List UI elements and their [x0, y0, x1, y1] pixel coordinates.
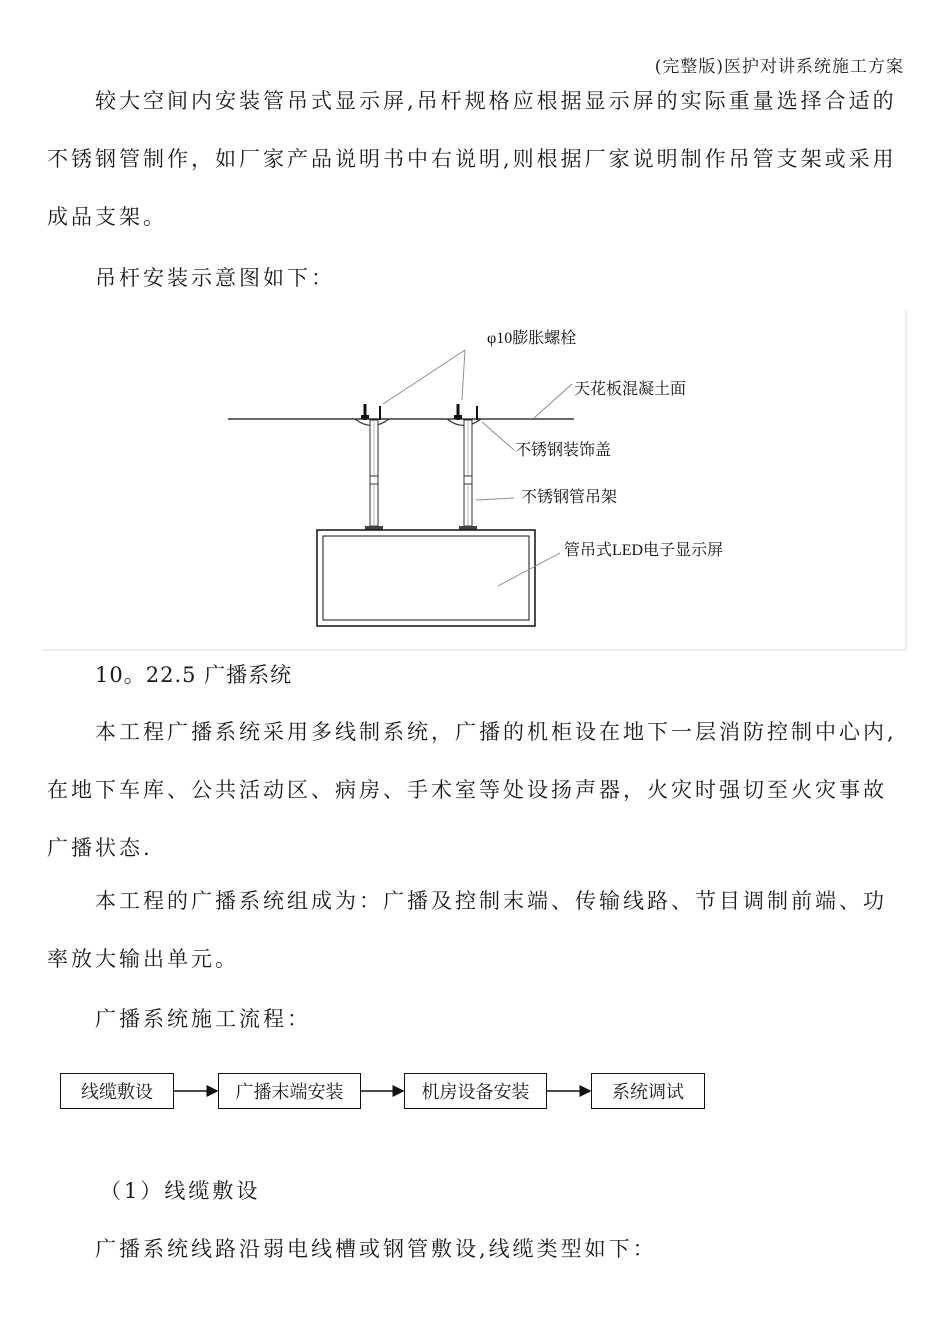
page-header: (完整版)医护对讲系统施工方案	[654, 57, 904, 77]
ceiling-label: 天花板混凝土面	[574, 381, 687, 398]
flow-step-terminal-install: 广播末端安装	[218, 1073, 361, 1109]
left-hanger	[355, 404, 389, 530]
led-screen	[317, 530, 535, 626]
section-paragraph-1: 本工程广播系统采用多线制系统，广播的机柜设在地下一层消防控制中心内,在地下车库、公共活动区、病房、手术室等处设扬声器，火灾时强切至火灾事故广播状态.	[47, 720, 897, 860]
flow-step-cable-laying: 线缆敷设	[60, 1073, 174, 1109]
flow-arrows	[0, 1060, 950, 1120]
subsection-paragraph: 广播系统线路沿弱电线槽或钢管敷设,线缆类型如下：	[95, 1237, 657, 1261]
screen-label: 管吊式LED电子显示屏	[564, 542, 724, 559]
section-heading: 10。22.5 广播系统	[95, 663, 293, 687]
bolt-label: φ10膨胀螺栓	[487, 330, 577, 347]
hanger-label: 不锈钢管吊架	[521, 489, 618, 506]
flow-caption: 广播系统施工流程：	[95, 1007, 311, 1031]
cover-label: 不锈钢装饰盖	[515, 442, 612, 459]
section-paragraph-2: 本工程的广播系统组成为：广播及控制末端、传输线路、节目调制前端、功率放大输出单元。	[47, 889, 887, 971]
hanger-installation-diagram	[40, 308, 910, 653]
flow-step-equipment-install: 机房设备安装	[404, 1073, 547, 1109]
intro-paragraph: 较大空间内安装管吊式显示屏,吊杆规格应根据显示屏的实际重量选择合适的不锈钢管制作，如厂家产品说明书中右说明,则根据厂家说明制作吊管支架或采用成品支架。	[47, 89, 897, 229]
flow-step-system-debug: 系统调试	[591, 1073, 705, 1109]
subsection-heading: （1）线缆敷设	[100, 1179, 261, 1203]
figure-caption: 吊杆安装示意图如下：	[95, 266, 335, 290]
right-hanger	[447, 404, 481, 530]
